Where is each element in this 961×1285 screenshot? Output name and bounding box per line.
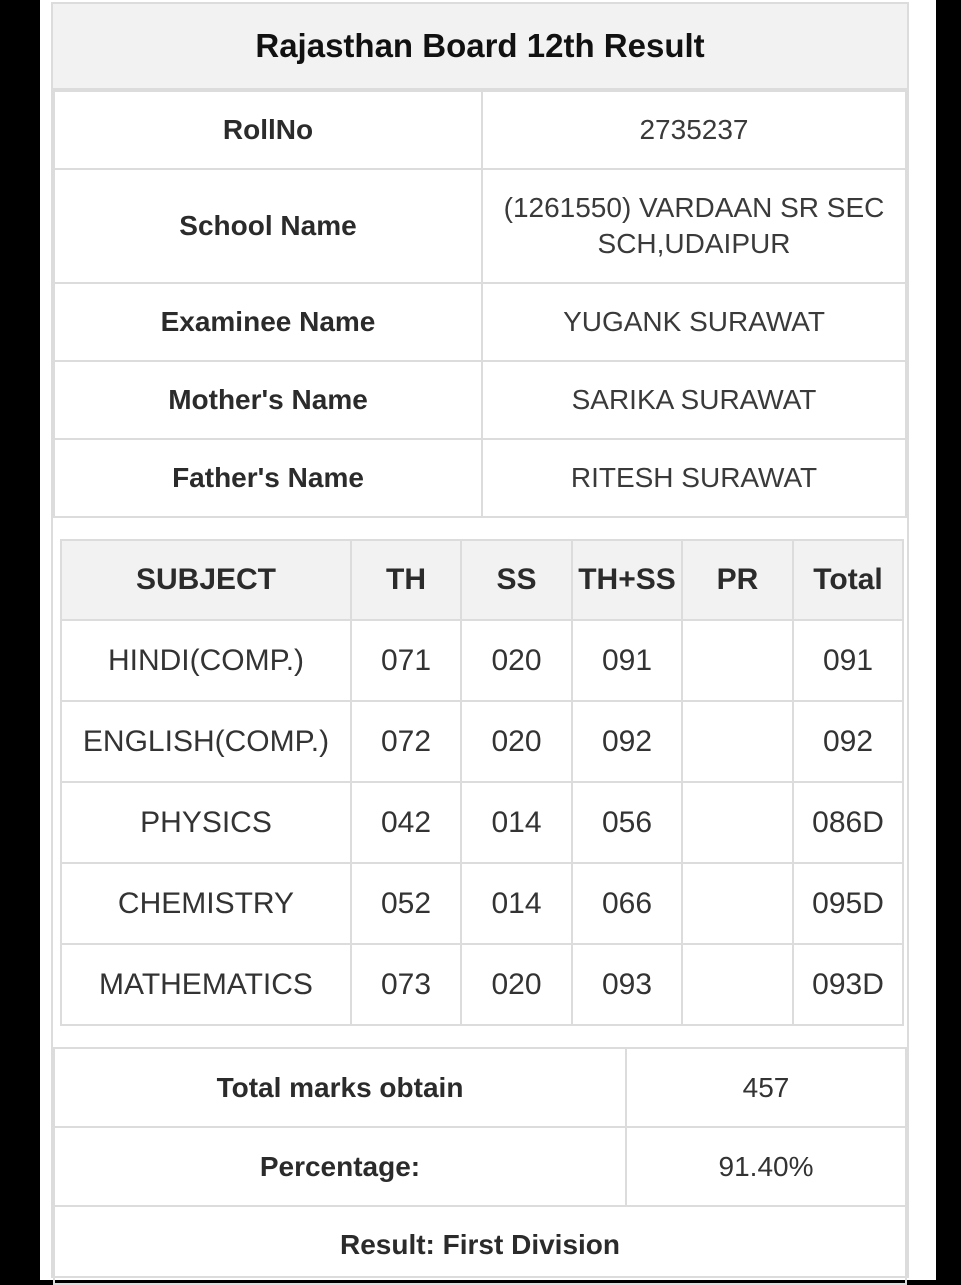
pr-cell: [682, 944, 793, 1025]
info-row-father: [54, 439, 906, 517]
student-info-table: [53, 90, 907, 518]
pr-cell: [682, 620, 793, 701]
subject-cell: MATHEMATICS: [61, 944, 351, 1025]
page-background: [40, 0, 936, 1280]
percentage-label: Percentage:: [54, 1127, 626, 1206]
header-total: Total: [793, 540, 903, 620]
th-ss-cell: 056: [572, 782, 682, 863]
th-cell: 072: [351, 701, 461, 782]
summary-table: [53, 1047, 907, 1285]
percentage-value: 91.40%: [626, 1127, 906, 1206]
info-label: RollNo: [54, 91, 482, 169]
total-cell: 086D: [793, 782, 903, 863]
total-cell: 091: [793, 620, 903, 701]
info-label: Father's Name: [54, 439, 482, 517]
table-row: [61, 782, 903, 863]
subject-cell: ENGLISH(COMP.): [61, 701, 351, 782]
page-title: Rajasthan Board 12th Result: [53, 4, 907, 90]
info-row-examinee: [54, 283, 906, 361]
pr-cell: [682, 782, 793, 863]
info-row-school: [54, 169, 906, 283]
table-row: [61, 944, 903, 1025]
result-row: [54, 1206, 906, 1284]
info-value: SARIKA SURAWAT: [482, 361, 906, 439]
th-cell: 073: [351, 944, 461, 1025]
subject-cell: PHYSICS: [61, 782, 351, 863]
header-th-ss: TH+SS: [572, 540, 682, 620]
table-row: [61, 701, 903, 782]
header-subject: SUBJECT: [61, 540, 351, 620]
marks-table: [60, 539, 904, 1026]
info-label: Examinee Name: [54, 283, 482, 361]
info-row-rollno: [54, 91, 906, 169]
table-row: [61, 620, 903, 701]
th-cell: 071: [351, 620, 461, 701]
total-cell: 093D: [793, 944, 903, 1025]
info-value: 2735237: [482, 91, 906, 169]
th-ss-cell: 091: [572, 620, 682, 701]
header-ss: SS: [461, 540, 572, 620]
th-ss-cell: 093: [572, 944, 682, 1025]
ss-cell: 014: [461, 863, 572, 944]
info-label: Mother's Name: [54, 361, 482, 439]
info-value: YUGANK SURAWAT: [482, 283, 906, 361]
info-label: School Name: [54, 169, 482, 283]
table-row: [61, 863, 903, 944]
th-cell: 052: [351, 863, 461, 944]
total-marks-label: Total marks obtain: [54, 1048, 626, 1127]
ss-cell: 020: [461, 620, 572, 701]
th-ss-cell: 092: [572, 701, 682, 782]
info-row-mother: [54, 361, 906, 439]
percentage-row: [54, 1127, 906, 1206]
total-marks-value: 457: [626, 1048, 906, 1127]
info-value: RITESH SURAWAT: [482, 439, 906, 517]
subject-cell: CHEMISTRY: [61, 863, 351, 944]
ss-cell: 020: [461, 701, 572, 782]
header-th: TH: [351, 540, 461, 620]
th-ss-cell: 066: [572, 863, 682, 944]
total-marks-row: [54, 1048, 906, 1127]
ss-cell: 014: [461, 782, 572, 863]
ss-cell: 020: [461, 944, 572, 1025]
result-card: [51, 2, 909, 1278]
total-cell: 095D: [793, 863, 903, 944]
result-text: Result: First Division: [54, 1206, 906, 1284]
subject-cell: HINDI(COMP.): [61, 620, 351, 701]
pr-cell: [682, 863, 793, 944]
marks-header-row: [61, 540, 903, 620]
total-cell: 092: [793, 701, 903, 782]
header-pr: PR: [682, 540, 793, 620]
info-value: (1261550) VARDAAN SR SEC SCH,UDAIPUR: [482, 169, 906, 283]
th-cell: 042: [351, 782, 461, 863]
pr-cell: [682, 701, 793, 782]
